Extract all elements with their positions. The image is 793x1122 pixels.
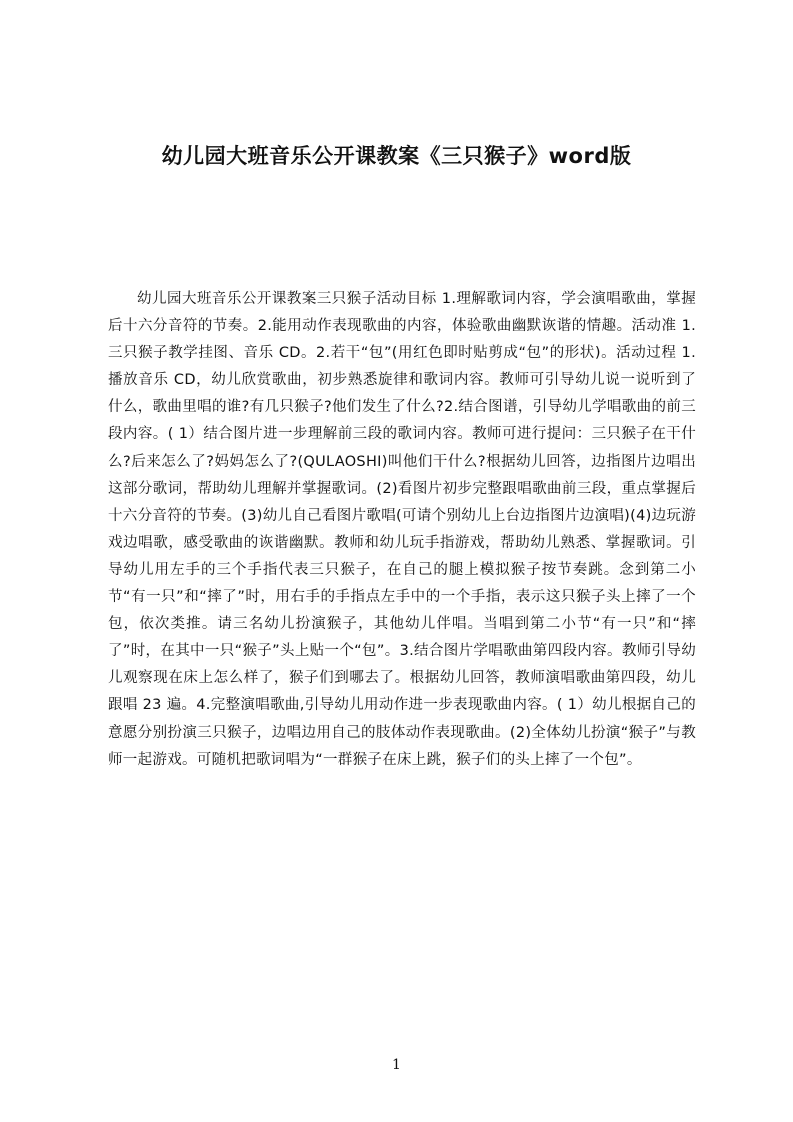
lesson-plan-body: 幼儿园大班音乐公开课教案三只猴子活动目标 1.理解歌词内容，学会演唱歌曲，掌握后十六分音符的节奏。2.能用动作表现歌曲的内容，体验歌曲幽默诙谐的情趣。活动准 1.三只猴子教学挂图、音乐 CD。2.若干“包”(用红色即时贴剪成“包”的形状)。活动过程 1.播放音乐 CD，幼儿欣赏歌曲，初步熟悉旋律和歌词内容。教师可引导幼儿说一说听到了什么，歌曲里唱的谁?有几只猴子?他们发生了什么?2.结合图谱，引导幼儿学唱歌曲的前三段内容。( 1）结合图片进一步理解前三段的歌词内容。教师可进行提问：三只猴子在干什么?后来怎么了?妈妈怎么了?(QULAOSHI)叫他们干什么?根据幼儿回答，边指图片边唱出这部分歌词，帮助幼儿理解并掌握歌词。(2)看图片初步完整跟唱歌曲前三段，重点掌握后十六分音符的节奏。(3)幼儿自己看图片歌唱(可请个别幼儿上台边指图片边演唱)(4)边玩游戏边唱歌，感受歌曲的诙谐幽默。教师和幼儿玩手指游戏，帮助幼儿熟悉、掌握歌词。引导幼儿用左手的三个手指代表三只猴子，在自己的腿上模拟猴子按节奏跳。念到第二小节“有一只”和“摔了”时，用右手的手指点左手中的一个手指，表示这只猴子头上摔了一个包，依次类推。请三名幼儿扮演猴子，其他幼儿伴唱。当唱到第二小节“有一只”和“摔了”时，在其中一只“猴子”头上贴一个“包”。3.结合图片学唱歌曲第四段内容。教师引导幼儿观察现在床上怎么样了，猴子们到哪去了。根据幼儿回答，教师演唱歌曲第四段，幼儿跟唱 23 遍。4.完整演唱歌曲,引导幼儿用动作进一步表现歌曲内容。( 1）幼儿根据自己的意愿分别扮演三只猴子，边唱边用自己的肢体动作表现歌曲。(2)全体幼儿扮演“猴子”与教师一起游戏。可随机把歌词唱为“一群猴子在床上跳，猴子们的头上摔了一个包”。 (108, 291, 696, 768)
page-number: 1 (392, 1057, 401, 1073)
page-title: 幼儿园大班音乐公开课教案《三只猴子》word版 (161, 144, 632, 168)
